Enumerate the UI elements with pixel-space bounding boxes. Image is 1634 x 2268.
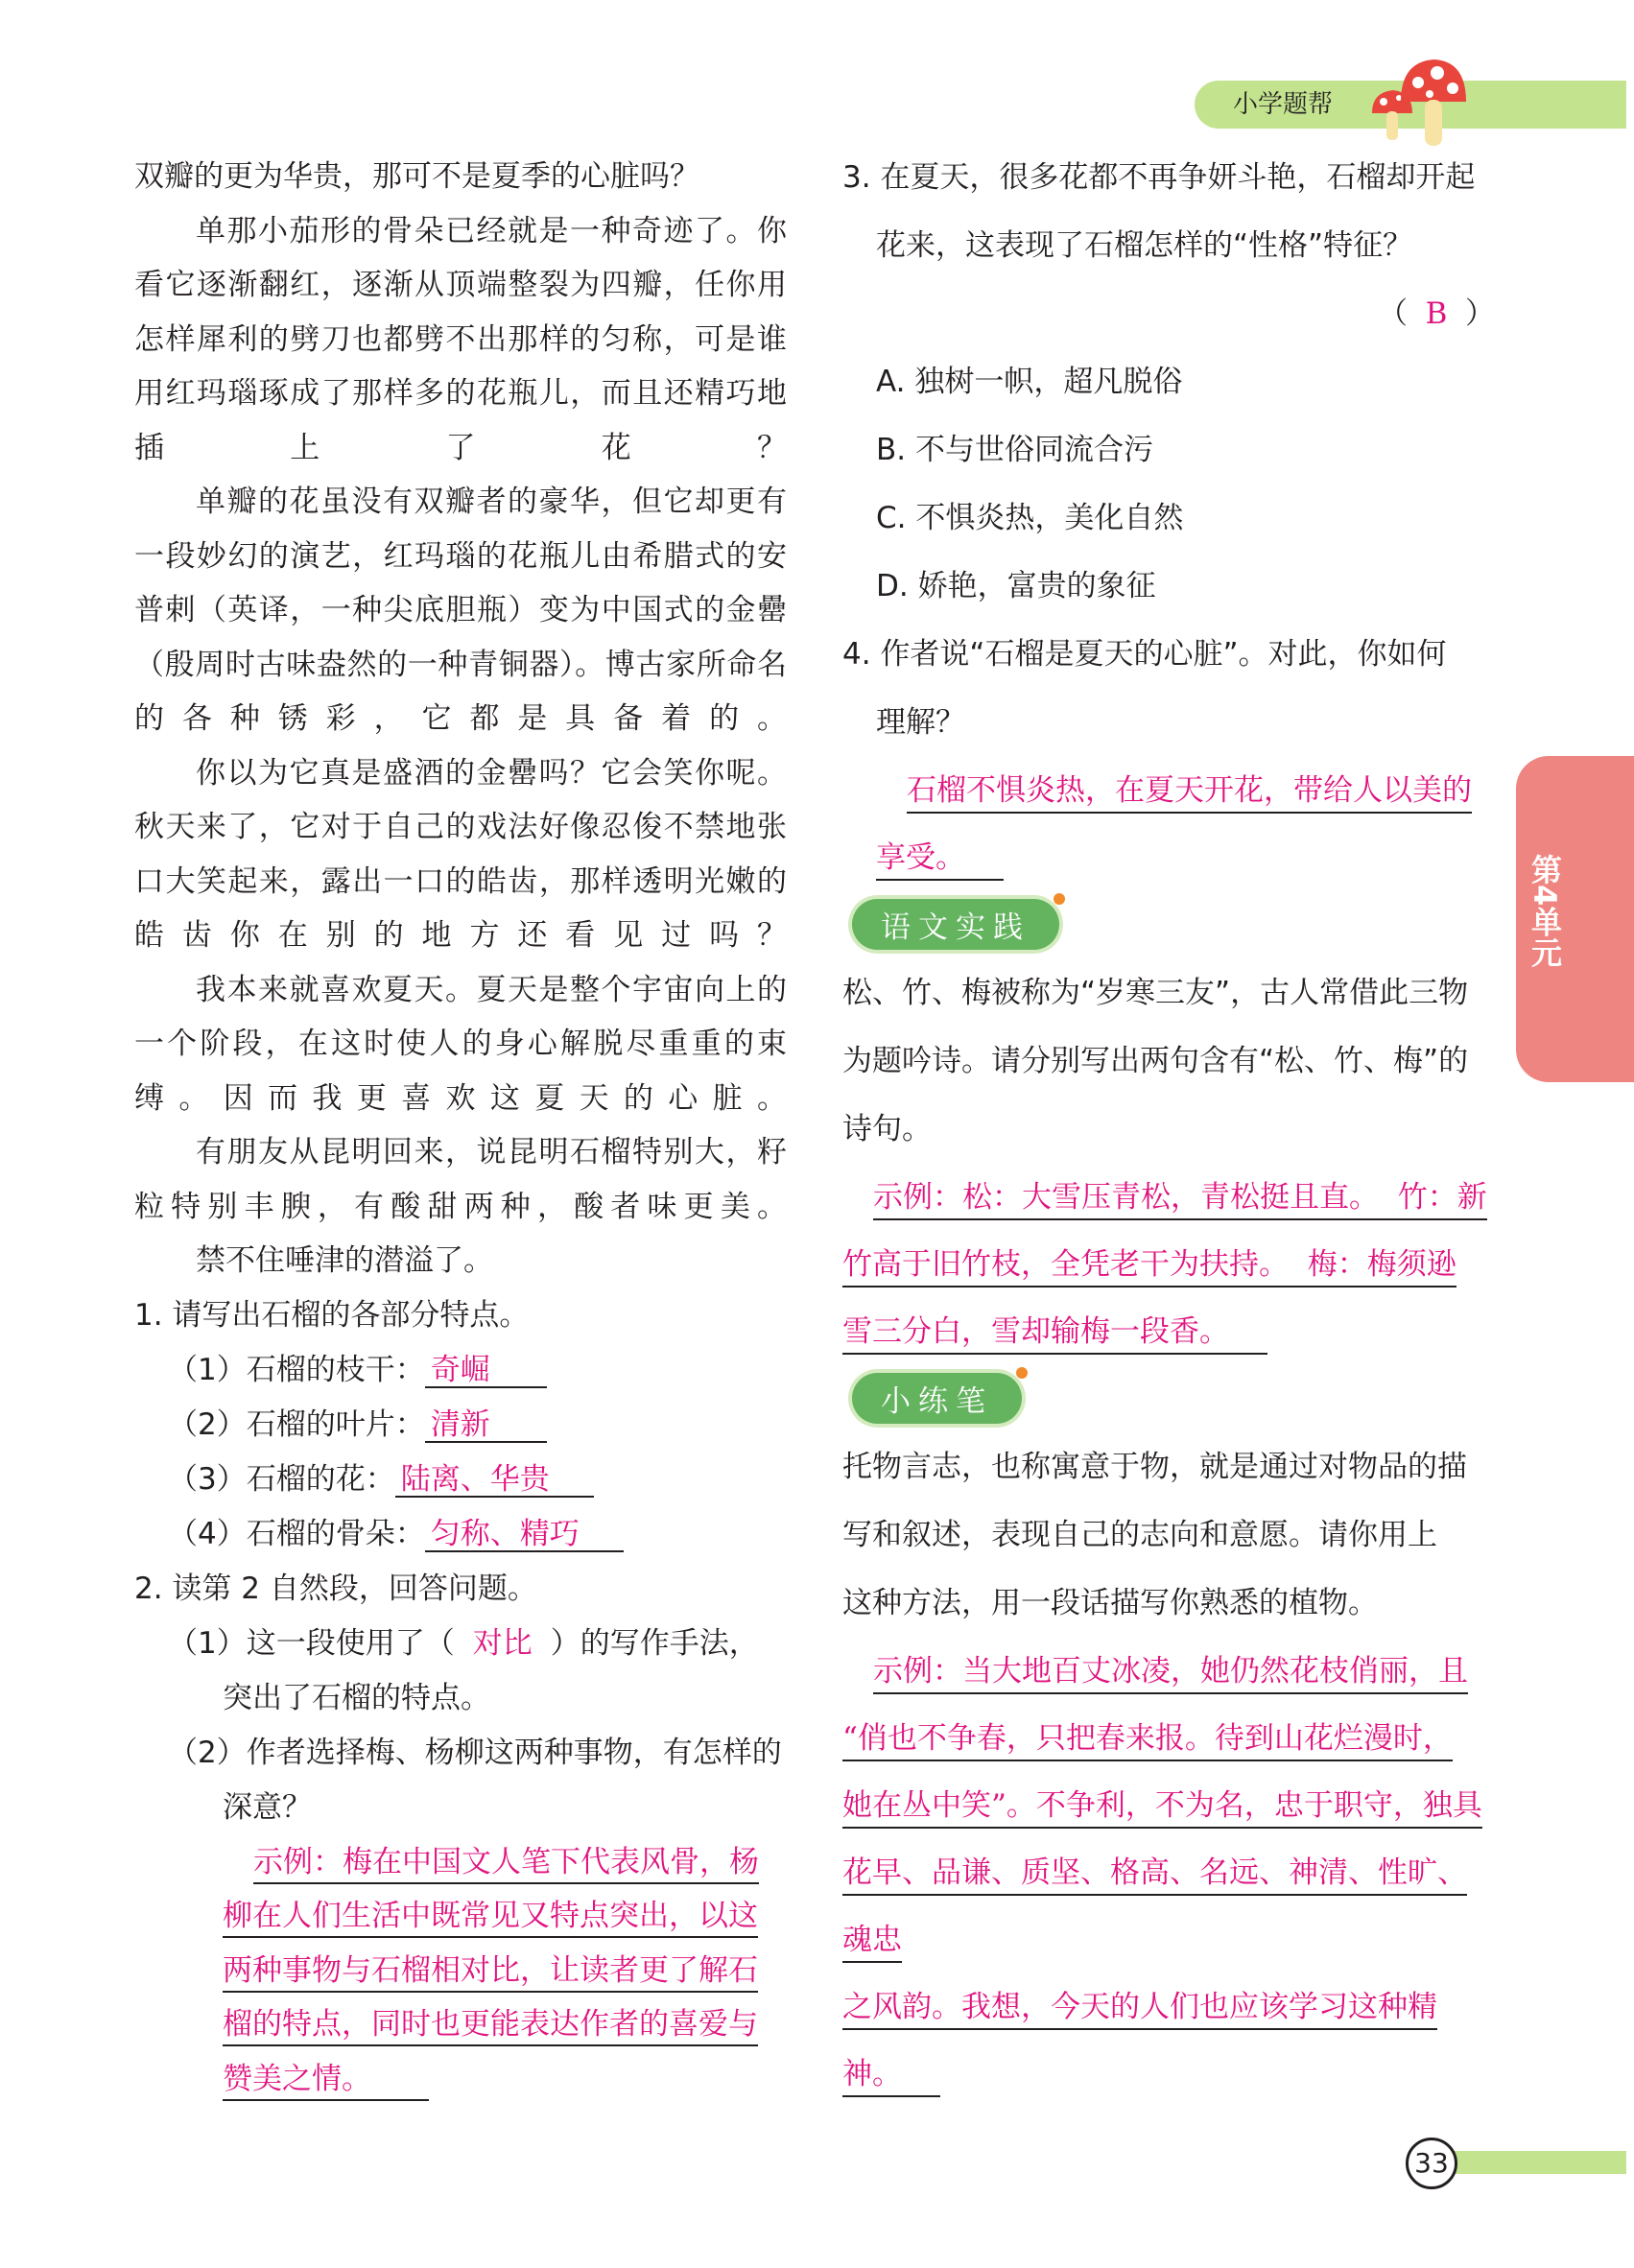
writing-answer: [842, 1638, 1495, 2108]
sub1-text: （1）这一段使用了（: [168, 1625, 455, 1661]
answer-text: 柳在人们生活中既常见又特点突出，以这: [223, 1899, 758, 1938]
passage-paragraph: 你以为它真是盛酒的金罍吗？它会笑你呢。秋天来了，它对于自己的戏法好像忍俊不禁地张口大笑起来，露出一口的皓齿，那样透明光嫩的皓齿你在别的地方还看见过吗？: [134, 755, 787, 953]
answer-text: 赞美之情。: [223, 2062, 429, 2101]
question-1-item: [134, 1507, 787, 1562]
question-2-sub2-cont: 深意？: [223, 1789, 312, 1825]
item-label: （1）石榴的枝干：: [168, 1352, 425, 1387]
bracket-close: ）: [1465, 296, 1495, 331]
answer-text: 示例：梅在中国文人笔下代表风骨，杨: [253, 1845, 759, 1884]
answer-text: 享受。: [876, 840, 1004, 881]
answer-line: [842, 1164, 1495, 1231]
answer-line: [842, 1973, 1495, 2041]
mushroom-icon: [1353, 54, 1473, 150]
question-1-item: [134, 1343, 787, 1398]
passage-paragraph: 单瓣的花虽没有双瓣者的豪华，但它却更有一段妙幻的演艺，红玛瑙的花瓶儿由希腊式的安普剌（英译，一种尖底胆瓶）变为中国式的金罍（殷周时古味盎然的一种青铜器）。博古家所命名的各种锈彩，它都是具备着的。: [134, 484, 787, 736]
practice-title: 语文实践: [881, 910, 1030, 945]
badge-dot: [1016, 1367, 1028, 1379]
question-1-item: [134, 1453, 787, 1507]
answer-blank: 奇崛: [425, 1354, 547, 1388]
answer-line: [223, 1944, 787, 1998]
answer-line: [223, 1889, 787, 1944]
unit-side-label: [1518, 854, 1572, 967]
writing-badge: [852, 1373, 1022, 1424]
footer-bar: [1444, 2151, 1626, 2174]
practice-text: 松、竹、梅被称为“岁寒三友”，古人常借此三物: [842, 976, 1469, 1010]
item-label: （4）石榴的骨朵：: [168, 1516, 425, 1551]
bracket-open: （: [1378, 296, 1408, 331]
item-label: （2）石榴的叶片：: [168, 1406, 425, 1442]
answer-blank: 匀称、精巧: [425, 1518, 624, 1552]
answer-line: [842, 1231, 1495, 1298]
unit-side-text: 第4单元: [1527, 854, 1563, 968]
left-column: [134, 150, 787, 2106]
answer-line: [223, 1997, 787, 2052]
practice-text: 为题吟诗。请分别写出两句含有“松、竹、梅”的: [842, 1044, 1469, 1078]
practice-answer: [842, 1164, 1495, 1365]
answer-line: [842, 1298, 1495, 1365]
question-3-answer: B: [1425, 296, 1448, 331]
sub1-answer: 对比: [472, 1625, 533, 1661]
writing-text: 托物言志，也称寓意于物，就是通过对物品的描: [842, 1450, 1467, 1484]
answer-text: 两种事物与石榴相对比，让读者更了解石: [223, 1953, 758, 1993]
writing-text: 这种方法，用一段话描写你熟悉的植物。: [842, 1586, 1378, 1620]
answer-text: 雪三分白，雪却输梅一段香。: [842, 1314, 1267, 1355]
answer-line: [223, 1835, 787, 1890]
question-3-stem-cont: 花来，这表现了石榴怎样的“性格”特征？: [876, 228, 1413, 263]
badge-dot: [1054, 893, 1065, 905]
passage-paragraph: 有朋友从昆明回来，说昆明石榴特别大，籽粒特别丰腴，有酸甜两种，酸者味更美。: [134, 1135, 787, 1224]
question-2-sub1-cont: 突出了石榴的特点。: [223, 1680, 490, 1715]
sub1-text: ）的写作手法，: [550, 1625, 759, 1661]
practice-text: 诗句。: [842, 1112, 932, 1146]
answer-line: [223, 2052, 787, 2107]
question-4-stem: 4. 作者说“石榴是夏天的心脏”。对此，你如何: [842, 637, 1447, 672]
practice-badge: [852, 899, 1059, 950]
passage-paragraph: 双瓣的更为华贵，那可不是夏季的心脏吗？: [134, 159, 699, 194]
question-4-stem-cont: 理解？: [876, 705, 965, 740]
header-title: 小学题帮: [1233, 90, 1334, 119]
option-b: B. 不与世俗同流合污: [876, 433, 1153, 467]
question-2-sub2: （2）作者选择梅、杨柳这两种事物，有怎样的: [168, 1735, 782, 1770]
writing-title: 小练笔: [881, 1384, 993, 1419]
answer-text: 示例：松：大雪压青松，青松挺且直。 竹：新: [873, 1180, 1487, 1220]
question-3-answer-bracket: [842, 280, 1495, 348]
answer-line: [876, 824, 1495, 891]
answer-text: 榴的特点，同时也更能表达作者的喜爱与: [223, 2007, 758, 2046]
right-column: [842, 144, 1495, 2108]
answer-text: 之风韵。我想，今天的人们也应该学习这种精: [842, 1990, 1437, 2030]
answer-text: 神。: [842, 2057, 940, 2097]
option-d: D. 娇艳，富贵的象征: [876, 569, 1156, 603]
page-number: 33: [1406, 2138, 1457, 2189]
answer-text: “俏也不争春，只把春来报。待到山花烂漫时，: [842, 1721, 1453, 1761]
passage-paragraph: 禁不住唾津的潜溢了。: [196, 1243, 493, 1278]
answer-line: [876, 757, 1495, 824]
question-3-stem: 3. 在夏天，很多花都不再争妍斗艳，石榴却开起: [842, 160, 1476, 195]
answer-text: 示例：当大地百丈冰凌，她仍然花枝俏丽，且: [873, 1654, 1468, 1694]
answer-blank: 清新: [425, 1408, 547, 1443]
passage-paragraph: 我本来就喜欢夏天。夏天是整个宇宙向上的一个阶段，在这时使人的身心解脱尽重重的束缚。因而我更喜欢这夏天的心脏。: [134, 972, 787, 1116]
answer-text: 她在丛中笑”。不争利，不为名，忠于职守，独具: [842, 1788, 1482, 1829]
option-a: A. 独树一帜，超凡脱俗: [876, 365, 1183, 399]
item-label: （3）石榴的花：: [168, 1461, 395, 1497]
answer-text: 石榴不惧炎热，在夏天开花，带给人以美的: [907, 773, 1472, 814]
question-1-stem: 1. 请写出石榴的各部分特点。: [134, 1297, 530, 1333]
question-2-answer: [134, 1835, 787, 2107]
question-2-sub1: [134, 1617, 787, 1671]
question-1-item: [134, 1398, 787, 1453]
answer-text: 花早、品谦、质坚、格高、名远、神清、性旷、魂忠: [842, 1855, 1467, 1963]
answer-line: [842, 1772, 1495, 1839]
writing-text: 写和叙述，表现自己的志向和意愿。请你用上: [842, 1518, 1437, 1552]
question-2-stem: 2. 读第 2 自然段，回答问题。: [134, 1571, 537, 1606]
question-4-answer: [842, 757, 1495, 891]
answer-line: [842, 1638, 1495, 1705]
answer-blank: 陆离、华贵: [395, 1463, 594, 1498]
answer-line: [842, 1839, 1495, 1973]
answer-line: [842, 1705, 1495, 1772]
passage-paragraph: 单那小茄形的骨朵已经就是一种奇迹了。你看它逐渐翻红，逐渐从顶端整裂为四瓣，任你用怎样犀利的劈刀也都劈不出那样的匀称，可是谁用红玛瑙琢成了那样多的花瓶儿，而且还精巧地插上了花？: [134, 213, 787, 465]
answer-line: [842, 2041, 1495, 2108]
option-c: C. 不惧炎热，美化自然: [876, 501, 1184, 535]
answer-text: 竹高于旧竹枝，全凭老干为扶持。 梅：梅须逊: [842, 1247, 1456, 1288]
